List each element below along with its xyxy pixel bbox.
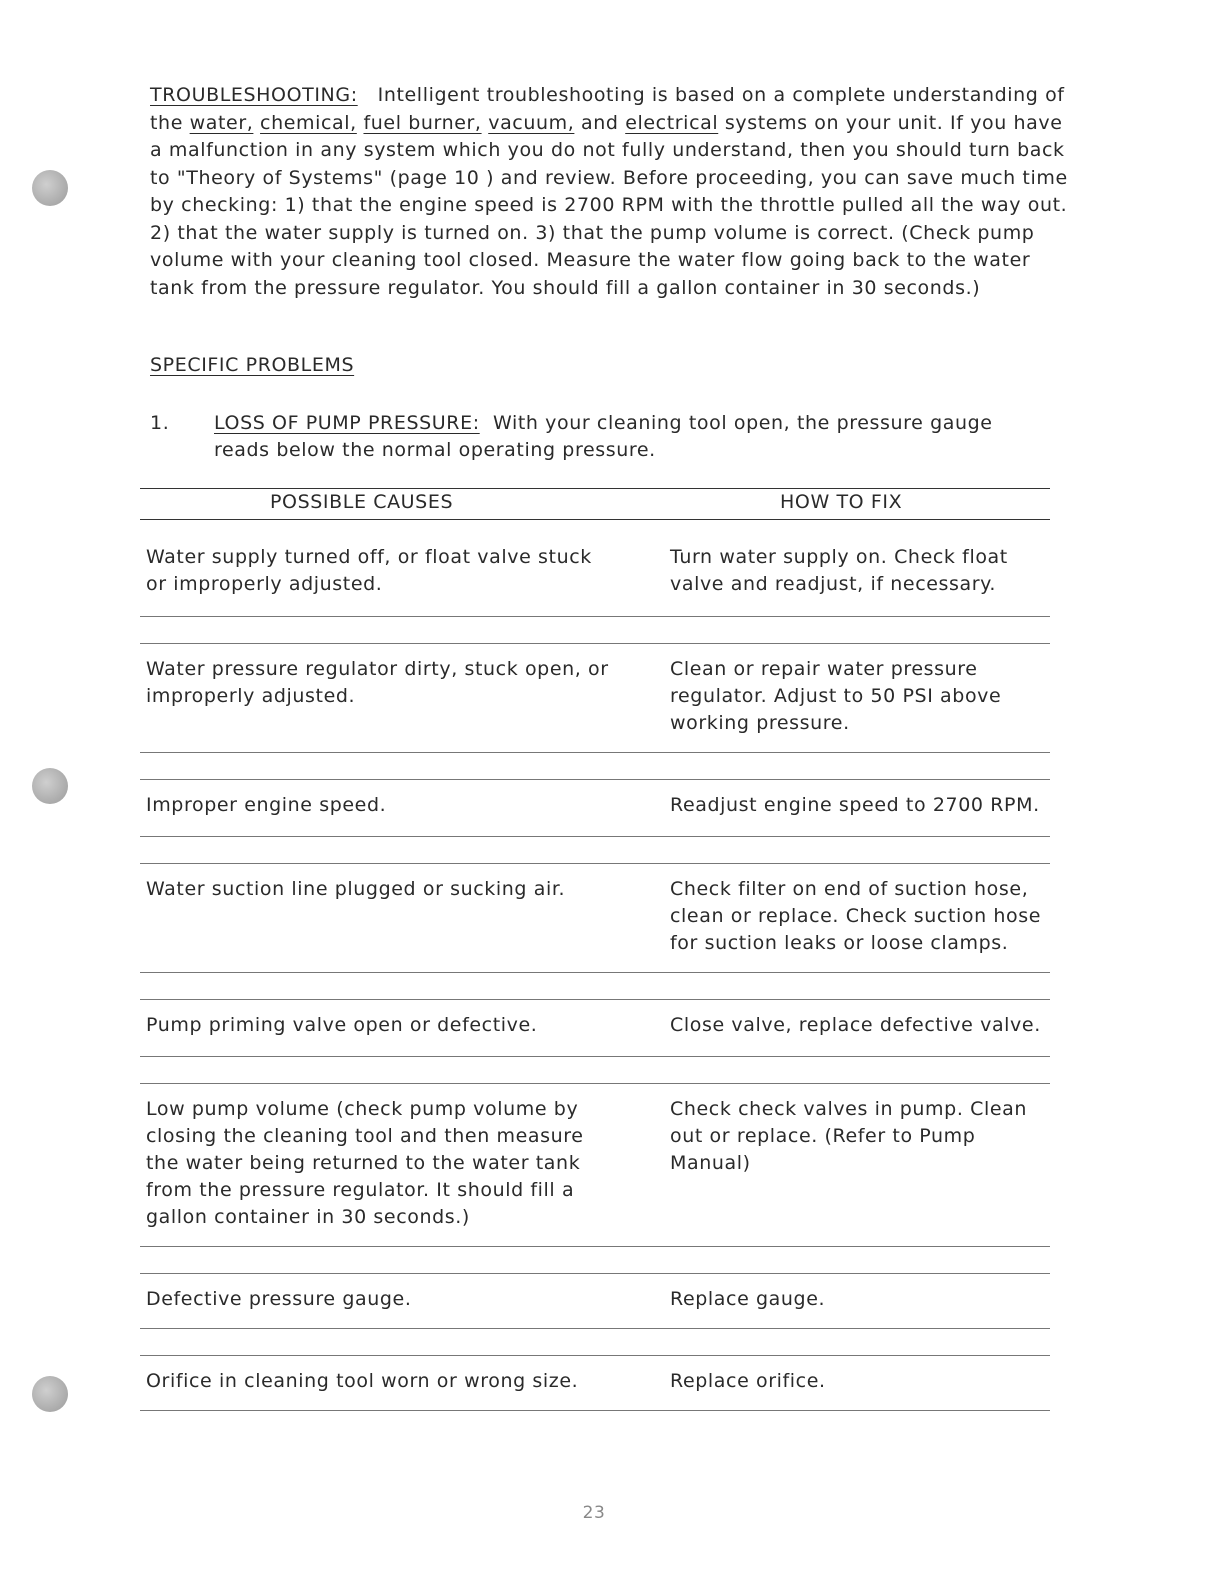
row-fix: Check check valves in pump. Clean out or replace. (Refer to Pump Manual) <box>670 1098 1028 1174</box>
row-cause: Pump priming valve open or defective. <box>146 1014 538 1036</box>
troubleshooting-intro <box>150 82 1070 302</box>
system-electrical: electrical <box>625 111 719 134</box>
row-fix: Check filter on end of suction hose, clean or replace. Check suction hose for suction leaks or loose clamps. <box>670 878 1042 954</box>
binder-hole-middle <box>32 768 68 804</box>
row-cause: Improper engine speed. <box>146 794 387 816</box>
intro-text-2: systems on your unit. If you have a malfunction in any system which you do not fully understand, then you should turn back to "Theory of Systems" (page 10 ) and review. Before proceeding, you can save much time by checking: 1) that the engine speed is 2700 RPM with the throttle pulled all the way out. 2) that the water supply is turned on. 3) that the pump volume is correct. (Check pump volume with your cleaning tool closed. Measure the water flow going back to the water tank from the pressure regulator. You should fill a gallon container in 30 seconds.) <box>150 111 1068 299</box>
header-how-to-fix: HOW TO FIX <box>780 491 903 513</box>
row-fix: Readjust engine speed to 2700 RPM. <box>670 794 1040 816</box>
row-cause: Water pressure regulator dirty, stuck open, or improperly adjusted. <box>146 658 609 707</box>
system-water: water, <box>189 111 254 134</box>
row-cause: Defective pressure gauge. <box>146 1288 412 1310</box>
intro-text-1: Intelligent troubleshooting is based on a complete understanding of the <box>150 84 1065 134</box>
system-chemical: chemical, <box>260 111 357 134</box>
row-fix: Replace gauge. <box>670 1288 826 1310</box>
table-row <box>140 779 1050 837</box>
row-cause: Water suction line plugged or sucking air. <box>146 878 566 900</box>
table-header <box>140 488 1050 520</box>
table-row <box>140 1355 1050 1411</box>
row-cause: Orifice in cleaning tool worn or wrong size. <box>146 1370 579 1392</box>
binder-hole-bottom <box>32 1376 68 1412</box>
row-fix: Close valve, replace defective valve. <box>670 1014 1041 1036</box>
table-row <box>140 643 1050 753</box>
table-row <box>140 1083 1050 1247</box>
system-vacuum: vacuum, <box>488 111 575 134</box>
troubleshooting-heading: TROUBLESHOOTING: <box>150 84 358 106</box>
problem-description: With your cleaning tool open, the pressure gauge reads below the normal operating pressure. <box>214 412 993 461</box>
table-row <box>140 863 1050 973</box>
problem-number: 1. <box>150 412 170 434</box>
page-number: 23 <box>582 1503 606 1523</box>
problem-title: LOSS OF PUMP PRESSURE: <box>214 412 480 434</box>
header-possible-causes: POSSIBLE CAUSES <box>270 491 454 513</box>
problem-1 <box>150 410 1030 464</box>
table-row <box>140 532 1050 617</box>
intro-and: and <box>581 111 619 134</box>
binder-hole-top <box>32 170 68 206</box>
row-fix: Turn water supply on. Check float valve and readjust, if necessary. <box>670 546 1008 595</box>
system-fuel-burner: fuel burner, <box>363 111 482 134</box>
row-cause: Water supply turned off, or float valve stuck or improperly adjusted. <box>146 546 592 595</box>
troubleshooting-table <box>140 488 1050 1411</box>
table-row <box>140 1273 1050 1329</box>
row-cause: Low pump volume (check pump volume by closing the cleaning tool and then measure the water being returned to the water tank from the pressure regulator. It should fill a gallon container in 30 seconds.) <box>146 1098 584 1228</box>
table-row <box>140 999 1050 1057</box>
specific-problems-heading: SPECIFIC PROBLEMS <box>150 354 355 376</box>
row-fix: Clean or repair water pressure regulator. Adjust to 50 PSI above working pressure. <box>670 658 1002 734</box>
row-fix: Replace orifice. <box>670 1370 826 1392</box>
